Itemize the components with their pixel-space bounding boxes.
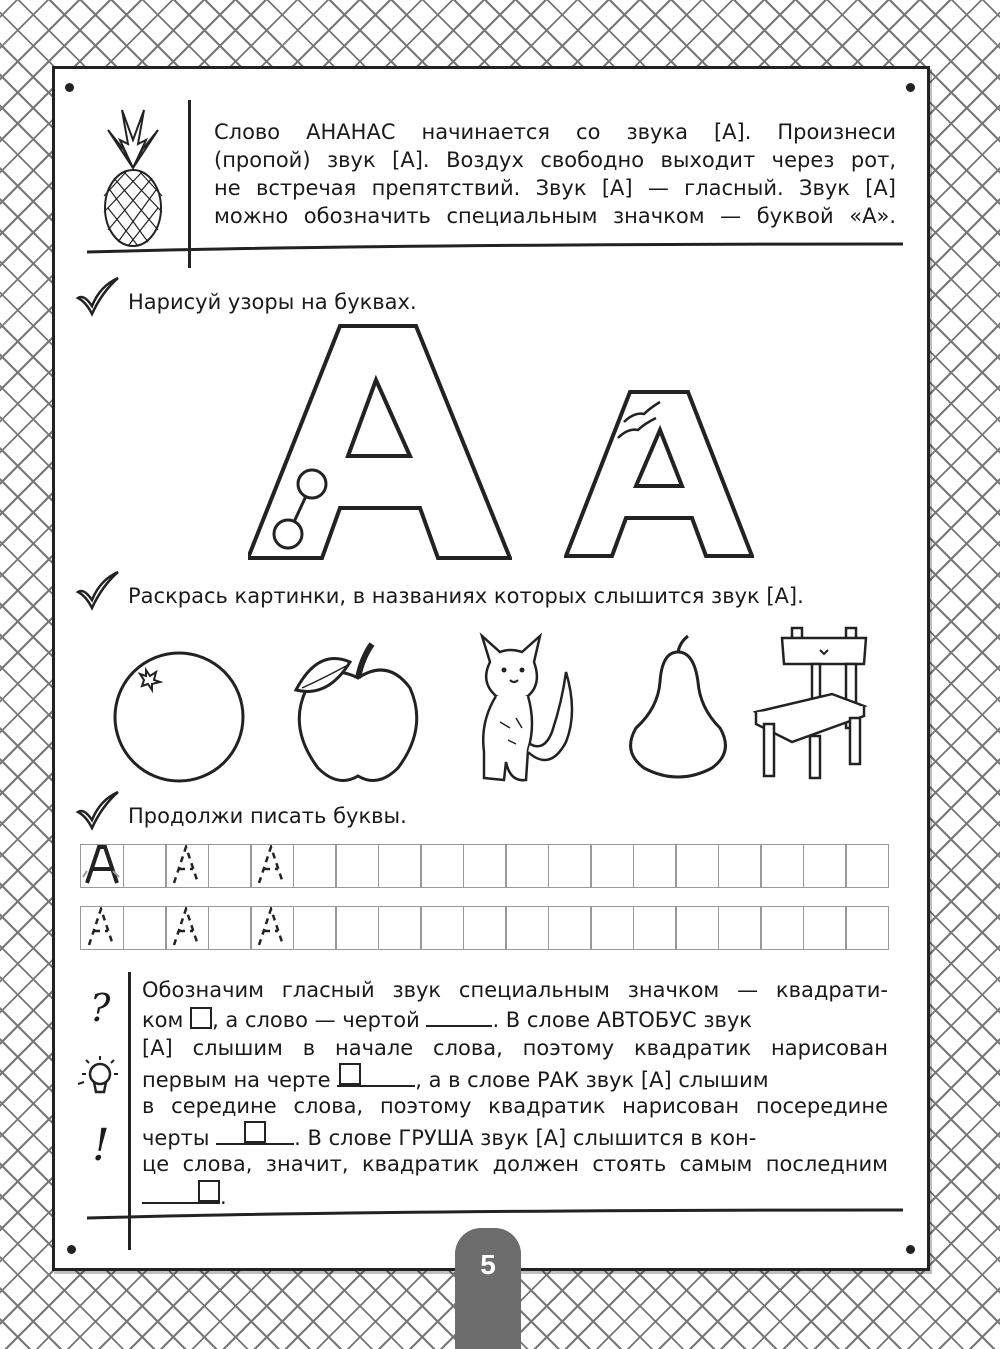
writing-cell[interactable]: [420, 906, 464, 950]
explain-line-3: [А] слышим в начале слова, поэтому квадратик нарисован: [142, 1036, 888, 1060]
writing-cell[interactable]: [123, 906, 167, 950]
square-symbol: [190, 1007, 212, 1029]
explain-text: .: [220, 1185, 227, 1209]
word-line-last-symbol: [142, 1180, 220, 1204]
pin: [906, 1245, 915, 1254]
letter-a-dotted-icon: [81, 907, 121, 947]
writing-cell[interactable]: [335, 906, 379, 950]
writing-cell[interactable]: [590, 906, 634, 950]
lightbulb-icon: [74, 1054, 122, 1102]
writing-cell[interactable]: [293, 906, 337, 950]
writing-cell[interactable]: [165, 844, 209, 888]
letter-a-dotted-icon: [251, 907, 291, 947]
writing-cell[interactable]: [165, 906, 209, 950]
writing-cell[interactable]: [590, 844, 634, 888]
letter-a-outline-left: [248, 322, 512, 562]
writing-cell[interactable]: [633, 844, 677, 888]
pineapple-icon: [100, 100, 166, 250]
writing-cell[interactable]: [718, 844, 762, 888]
writing-cell[interactable]: [675, 906, 719, 950]
writing-cell[interactable]: [250, 844, 294, 888]
writing-row-1: [80, 844, 889, 888]
writing-cell[interactable]: [845, 906, 889, 950]
letter-a-sample-icon: [81, 845, 121, 885]
orange-icon[interactable]: [112, 650, 246, 784]
writing-cell[interactable]: [463, 906, 507, 950]
writing-cell[interactable]: [505, 844, 549, 888]
page-number: 5: [455, 1228, 521, 1349]
apple-icon[interactable]: [288, 638, 426, 788]
cat-icon[interactable]: [470, 632, 590, 784]
writing-cell[interactable]: [420, 844, 464, 888]
question-mark-icon: ?: [90, 986, 111, 1030]
intro-line-4: можно обозначить специальным значком — буквой «А».: [214, 204, 896, 228]
explain-line-5: в середине слова, поэтому квадратик нарисован посередине: [142, 1094, 888, 1118]
explain-line-6: [142, 1121, 888, 1152]
word-line-first-symbol: [337, 1063, 415, 1087]
pin: [906, 83, 915, 92]
writing-cell[interactable]: [803, 844, 847, 888]
chair-icon[interactable]: [752, 624, 870, 782]
writing-cell[interactable]: [803, 906, 847, 950]
writing-cell[interactable]: [378, 844, 422, 888]
writing-cell[interactable]: [123, 844, 167, 888]
letter-a-outline-right: [564, 388, 754, 560]
explain-text: , а слово — чертой: [212, 1008, 420, 1032]
square-symbol: [244, 1121, 266, 1143]
explain-text: ком: [142, 1008, 184, 1032]
letter-a-dotted-icon: [251, 845, 291, 885]
task-patterns-label: Нарисуй узоры на буквах.: [128, 290, 417, 314]
exclamation-icon: !: [92, 1120, 110, 1171]
word-line-middle-symbol: [216, 1121, 294, 1145]
word-line-symbol: [426, 1005, 492, 1027]
task-coloring-label: Раскрась картинки, в названиях которых слышится звук [А].: [128, 584, 804, 608]
explain-line-1: Обозначим гласный звук специальным значком — квадрати-: [142, 978, 888, 1002]
writing-cell[interactable]: [845, 844, 889, 888]
writing-cell[interactable]: [505, 906, 549, 950]
letter-a-dotted-icon: [166, 845, 206, 885]
footer-underline: [85, 1206, 905, 1222]
explain-text: . В слове АВТОБУС звук: [492, 1008, 752, 1032]
explain-line-2: [142, 1005, 888, 1034]
writing-cell[interactable]: [675, 844, 719, 888]
writing-cell[interactable]: [208, 844, 252, 888]
writing-cell-sample[interactable]: [80, 844, 124, 888]
writing-cell[interactable]: [335, 844, 379, 888]
explain-text: . В слове ГРУША звук [А] слышится в кон-: [294, 1126, 757, 1150]
writing-cell[interactable]: [718, 906, 762, 950]
writing-row-2: [80, 906, 889, 950]
writing-cell[interactable]: [463, 844, 507, 888]
writing-cell[interactable]: [548, 906, 592, 950]
writing-cell[interactable]: [378, 906, 422, 950]
writing-cell[interactable]: [633, 906, 677, 950]
intro-line-3: не встречая препятствий. Звук [А] — гласный. Звук [А]: [214, 176, 896, 200]
pin: [67, 1245, 76, 1254]
pin: [65, 83, 74, 92]
checkmark-icon: [74, 276, 122, 318]
explain-line-4: [142, 1063, 888, 1094]
explain-text: черты: [142, 1126, 210, 1150]
task-writing-label: Продолжи писать буквы.: [128, 804, 407, 828]
checkmark-icon: [74, 570, 122, 612]
explain-text: первым на черте: [142, 1068, 331, 1092]
explain-line-7: це слова, значит, квадратик должен стоять самым последним: [142, 1152, 888, 1176]
writing-cell[interactable]: [293, 844, 337, 888]
intro-line-2: (пропой) звук [А]. Воздух свободно выходит через рот,: [214, 148, 896, 172]
checkmark-icon: [74, 790, 122, 832]
writing-cell[interactable]: [250, 906, 294, 950]
square-symbol: [198, 1180, 220, 1202]
header-underline: [85, 240, 905, 256]
intro-line-1: Слово АНАНАС начинается со звука [А]. Произнеси: [214, 120, 896, 144]
letter-a-dotted-icon: [166, 907, 206, 947]
writing-cell[interactable]: [760, 844, 804, 888]
writing-cell[interactable]: [208, 906, 252, 950]
explain-text: , а в слове РАК звук [А] слышим: [415, 1068, 769, 1092]
writing-cell[interactable]: [760, 906, 804, 950]
writing-cell[interactable]: [548, 844, 592, 888]
pear-icon[interactable]: [622, 632, 734, 780]
writing-cell[interactable]: [80, 906, 124, 950]
square-symbol: [339, 1063, 361, 1085]
